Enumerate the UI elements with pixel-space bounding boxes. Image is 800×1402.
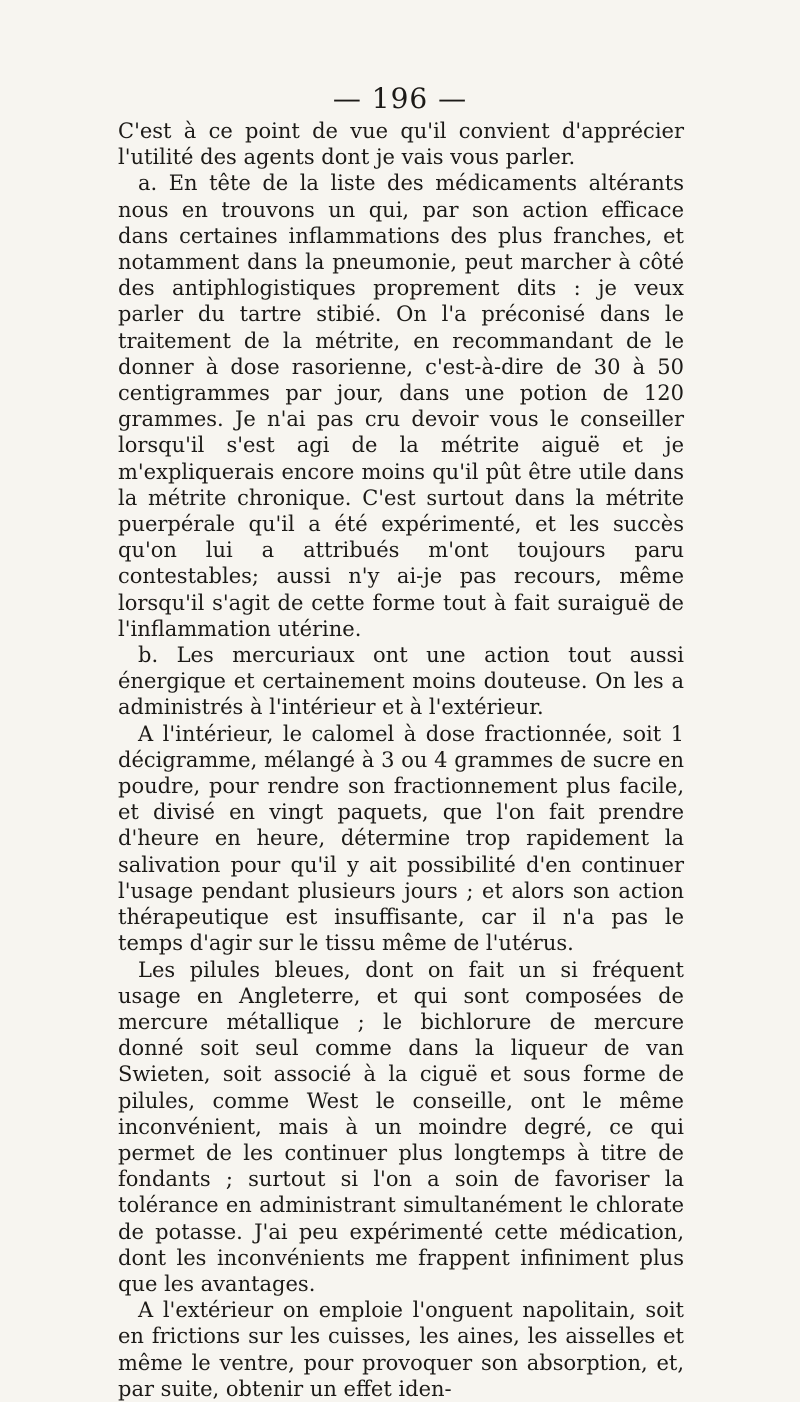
body-text xyxy=(118,118,684,1402)
paragraph-exterieur-onguent: A l'extérieur on emploie l'onguent napolitain, soit en frictions sur les cuisses, les aines, les aisselles et même le ventre, pour provoquer son absorption, et, par suite, obtenir un effet iden- xyxy=(118,1298,684,1401)
page-number: — 196 — xyxy=(332,82,468,115)
paragraph-b-mercuriaux: b. Les mercuriaux ont une action tout aussi énergique et certainement moins douteuse. On les a administrés à l'intérieur et à l'extérieur. xyxy=(118,643,684,720)
paragraph-interieur-calomel: A l'intérieur, le calomel à dose fractionnée, soit 1 décigramme, mélangé à 3 ou 4 grammes de sucre en poudre, pour rendre son fractionnement plus facile, et divisé en vingt paquets, que l'on fait prendre d'heure en heure, détermine trop rapidement la salivation pour qu'il y ait possibilité d'en continuer l'usage pendant plusieurs jours ; et alors son action thérapeutique est insuffisante, car il n'a pas le temps d'agir sur le tissu même de l'utérus. xyxy=(118,721,684,956)
paragraph-intro: C'est à ce point de vue qu'il convient d'apprécier l'utilité des agents dont je vais vous parler. xyxy=(118,119,684,170)
paragraph-pilules-bleues: Les pilules bleues, dont on fait un si fréquent usage en Angleterre, et qui sont composées de mercure métallique ; le bichlorure de mercure donné soit seul comme dans la liqueur de van Swieten, soit associé à la ciguë et sous forme de pilules, comme West le conseille, ont le même inconvénient, mais à un moindre degré, ce qui permet de les continuer plus longtemps à titre de fondants ; surtout si l'on a soin de favoriser la tolérance en administrant simultanément le chlorate de potasse. J'ai peu expérimenté cette médication, dont les inconvénients me frappent infiniment plus que les avantages. xyxy=(118,957,684,1296)
paragraph-a-tartre-stibie: a. En tête de la liste des médicaments altérants nous en trouvons un qui, par son action efficace dans certaines inflammations des plus franches, et notamment dans la pneumonie, peut marcher à côté des antiphlogistiques proprement dits : je veux parler du tartre stibié. On l'a préconisé dans le traitement de la métrite, en recommandant de le donner à dose rasorienne, c'est-à-dire de 30 à 50 centigrammes par jour, dans une potion de 120 grammes. Je n'ai pas cru devoir vous le conseiller lorsqu'il s'est agi de la métrite aiguë et je m'expliquerais encore moins qu'il pût être utile dans la métrite chronique. C'est surtout dans la métrite puerpérale qu'il a été expérimenté, et les succès qu'on lui a attribués m'ont toujours paru contestables; aussi n'y ai-je pas recours, même lorsqu'il s'agit de cette forme tout à fait suraiguë de l'inflammation utérine. xyxy=(118,171,684,641)
